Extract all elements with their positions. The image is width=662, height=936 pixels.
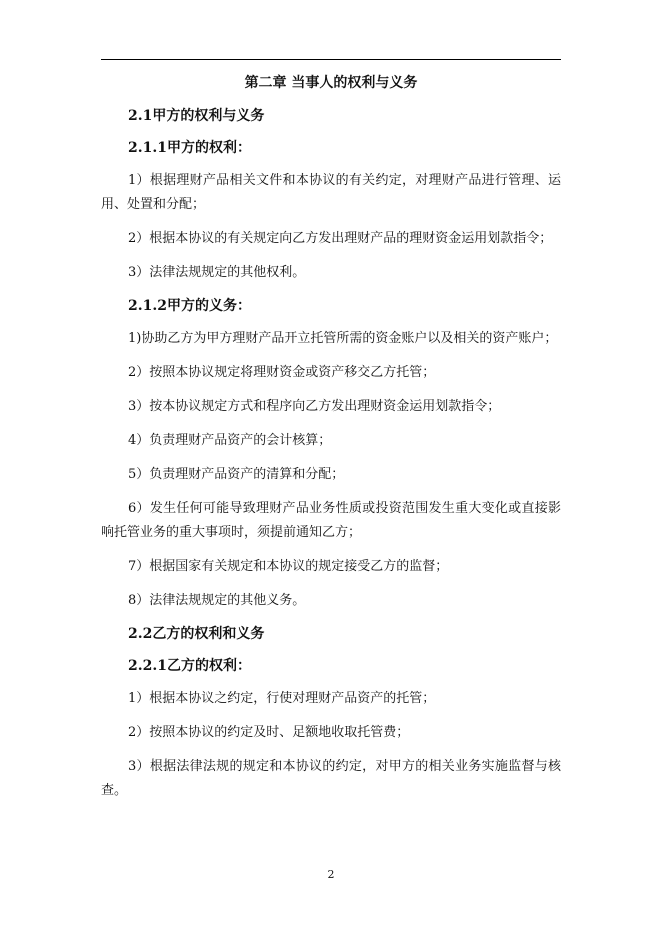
paragraph: 3）根据法律法规的规定和本协议的约定，对甲方的相关业务实施监督与核查。 [101,759,561,798]
paragraph: 2）按照本协议规定将理财资金或资产移交乙方托管； [128,365,436,380]
paragraph: 1）根据理财产品相关文件和本协议的有关约定，对理财产品进行管理、运用、处置和分配； [101,173,561,212]
document-body [101,72,561,813]
subsection-heading: 2.2.1乙方的权利： [128,658,251,674]
paragraph: 6）发生任何可能导致理财产品业务性质或投资范围发生重大变化或直接影响托管业务的重大事项时，须提前通知乙方； [101,501,561,540]
section-heading: 2.1甲方的权利与义务 [128,108,265,124]
paragraph: 3）法律法规规定的其他权利。 [128,265,306,280]
chapter-title: 第二章 当事人的权利与义务 [244,75,418,91]
page-number: 2 [327,868,335,881]
paragraph: 2）根据本协议的有关规定向乙方发出理财产品的理财资金运用划款指令； [128,231,553,246]
paragraph: 2）按照本协议的约定及时、足额地收取托管费； [128,725,410,740]
paragraph: 5）负责理财产品资产的清算和分配； [128,467,345,482]
header-rule [101,59,561,60]
paragraph: 7）根据国家有关规定和本协议的规定接受乙方的监督； [128,559,449,574]
section-heading: 2.2乙方的权利和义务 [128,626,265,642]
subsection-heading: 2.1.1甲方的权利： [128,140,251,156]
paragraph: 4）负责理财产品资产的会计核算； [128,433,332,448]
paragraph: 1)协助乙方为甲方理财产品开立托管所需的资金账户以及相关的资产账户； [128,331,558,346]
subsection-heading: 2.1.2甲方的义务： [128,298,251,314]
paragraph: 1）根据本协议之约定，行使对理财产品资产的托管； [128,691,436,706]
paragraph: 8）法律法规规定的其他义务。 [128,593,306,608]
paragraph: 3）按本协议规定方式和程序向乙方发出理财资金运用划款指令； [128,399,501,414]
